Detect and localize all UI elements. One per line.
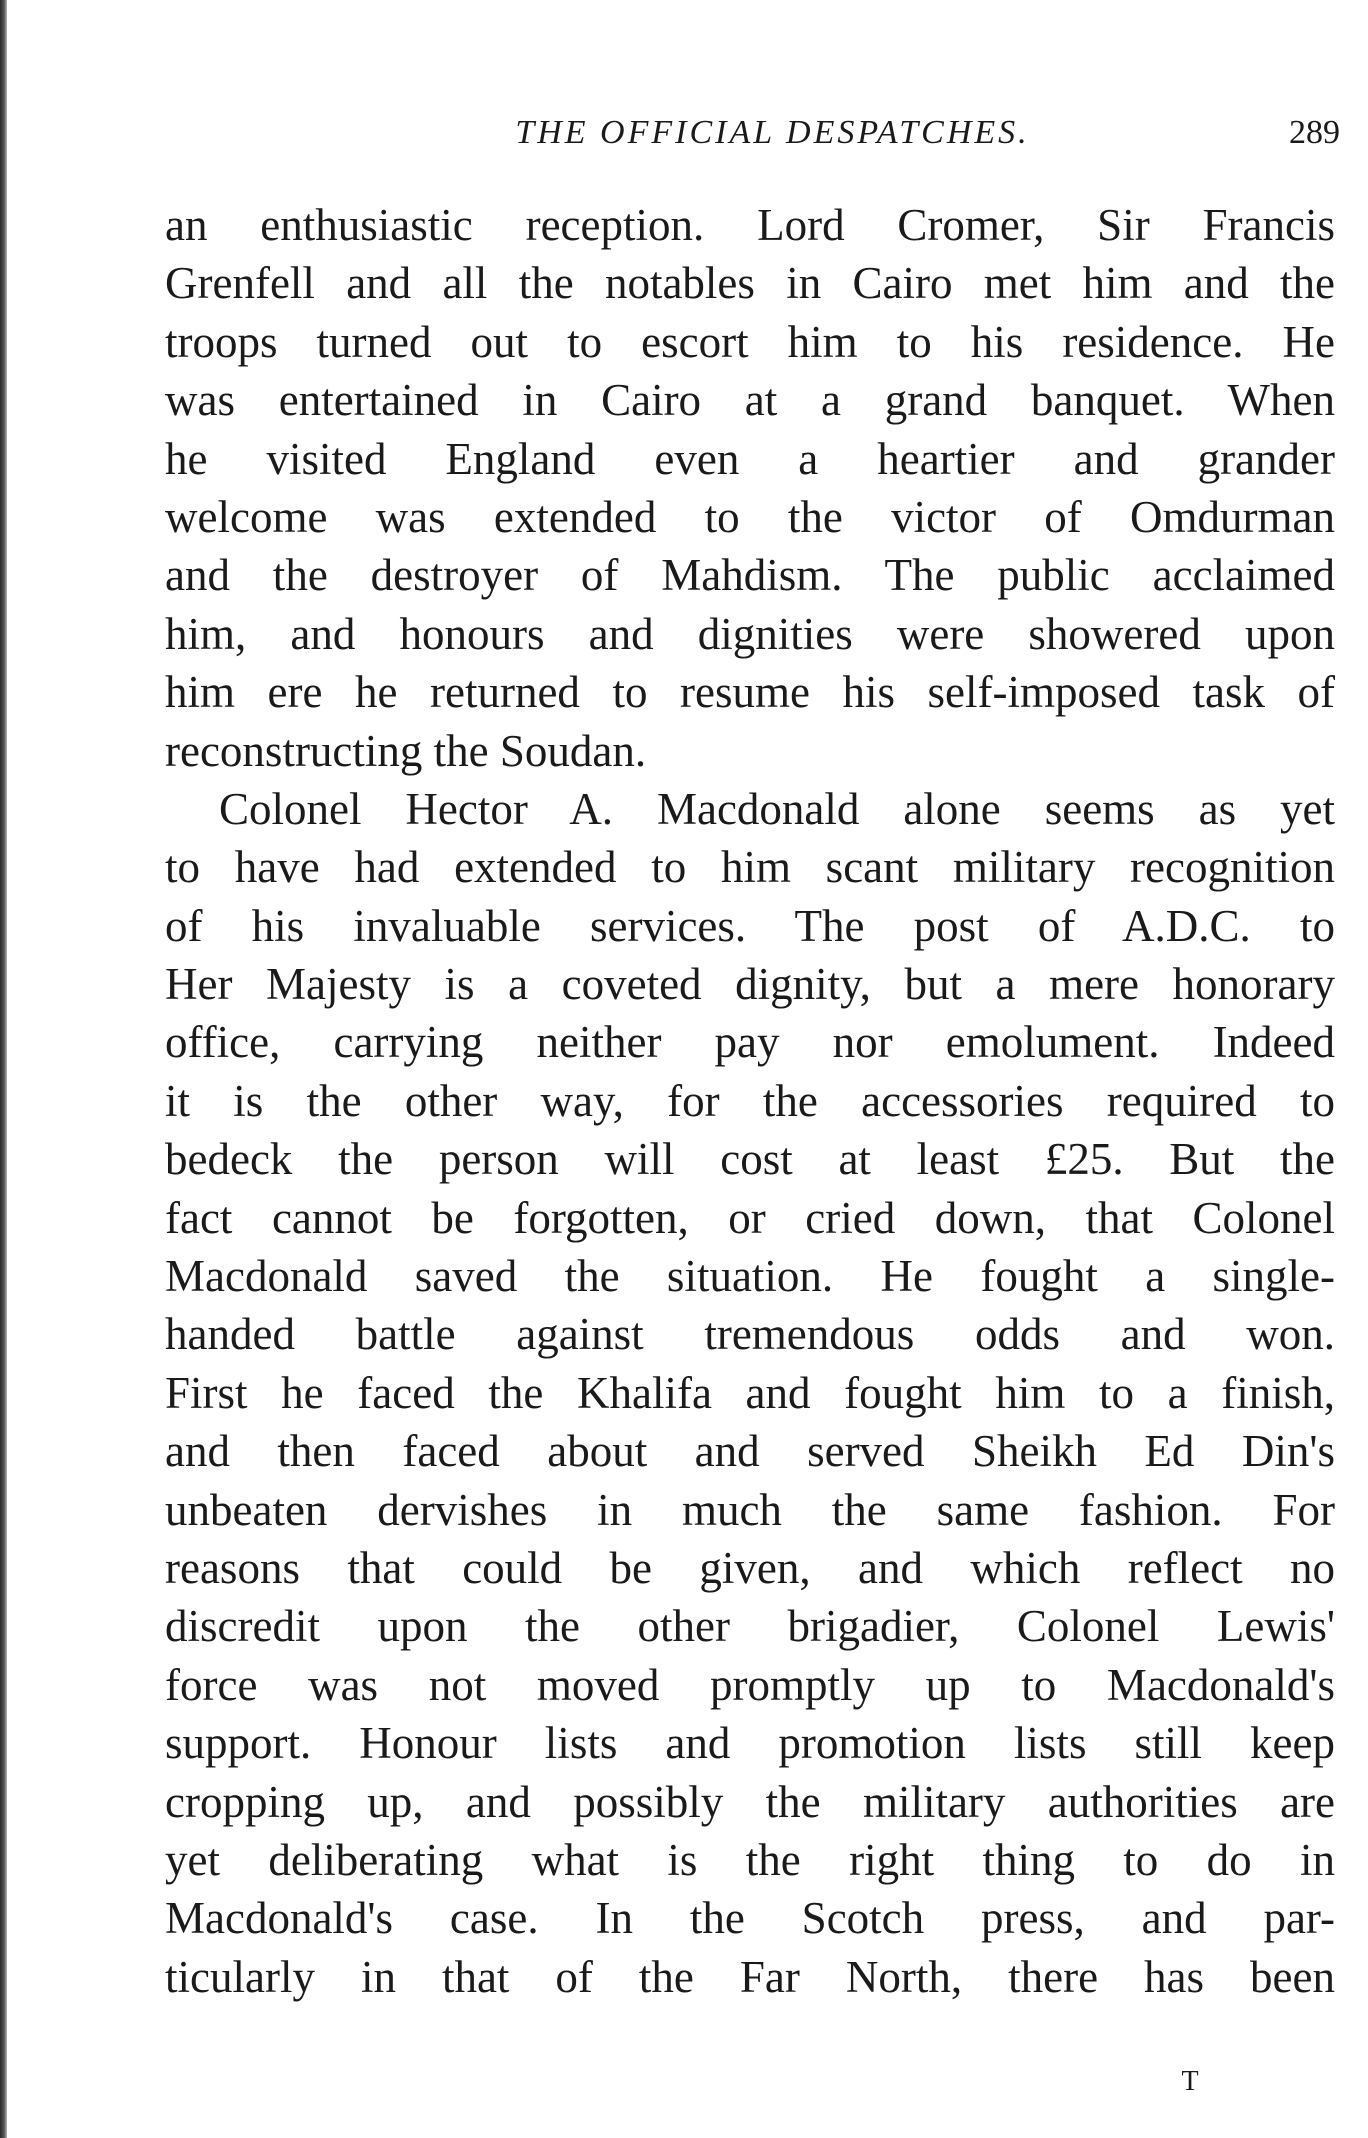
text-line: he visited England even a heartier and grander bbox=[165, 433, 1335, 484]
text-line: office, carrying neither pay nor emolument. Indeed bbox=[165, 1017, 1335, 1068]
text-line: Macdonald saved the situation. He fought a single- bbox=[165, 1251, 1335, 1302]
body-text bbox=[165, 196, 1335, 2006]
text-line: and then faced about and served Sheikh Ed Din's bbox=[165, 1426, 1335, 1477]
text-line: fact cannot be forgotten, or cried down, that Colonel bbox=[165, 1192, 1335, 1243]
text-line: an enthusiastic reception. Lord Cromer, Sir Francis bbox=[165, 200, 1335, 250]
running-title: THE OFFICIAL DESPATCHES. bbox=[515, 114, 1030, 151]
text-line: Macdonald's case. In the Scotch press, and par- bbox=[165, 1893, 1335, 1944]
text-line: support. Honour lists and promotion lists still keep bbox=[165, 1718, 1335, 1769]
text-line: to have had extended to him scant military recognition bbox=[165, 842, 1335, 893]
text-line: cropping up, and possibly the military authorities are bbox=[165, 1776, 1335, 1827]
text-line: ticularly in that of the Far North, there has been bbox=[165, 1951, 1335, 2002]
running-head bbox=[165, 108, 1340, 158]
text-line: was entertained in Cairo at a grand banquet. When bbox=[165, 375, 1335, 426]
text-line: and the destroyer of Mahdism. The public acclaimed bbox=[165, 550, 1335, 601]
text-line: Grenfell and all the notables in Cairo met him and the bbox=[165, 258, 1335, 309]
text-line: reasons that could be given, and which reflect no bbox=[165, 1542, 1335, 1593]
text-line: yet deliberating what is the right thing to do in bbox=[165, 1834, 1335, 1885]
text-line: troops turned out to escort him to his residence. He bbox=[165, 316, 1335, 367]
page-number: 289 bbox=[1289, 114, 1340, 151]
text-line: him ere he returned to resume his self-imposed task of bbox=[165, 667, 1335, 718]
paragraph-end-line: reconstructing the Soudan. bbox=[165, 725, 647, 776]
text-line: bedeck the person will cost at least £25. But the bbox=[165, 1134, 1335, 1185]
signature-mark: T bbox=[1181, 2066, 1199, 2097]
text-line: handed battle against tremendous odds and won. bbox=[165, 1309, 1335, 1360]
text-line: him, and honours and dignities were showered upon bbox=[165, 608, 1335, 659]
text-line: it is the other way, for the accessories required to bbox=[165, 1075, 1335, 1126]
page-binding-edge bbox=[0, 0, 7, 2138]
text-line: discredit upon the other brigadier, Colonel Lewis' bbox=[165, 1601, 1335, 1652]
paragraph-start-line: Colonel Hector A. Macdonald alone seems as yet bbox=[219, 783, 1335, 834]
text-line: Her Majesty is a coveted dignity, but a mere honorary bbox=[165, 959, 1335, 1010]
text-line: welcome was extended to the victor of Omdurman bbox=[165, 491, 1335, 542]
text-line: First he faced the Khalifa and fought him to a finish, bbox=[165, 1367, 1335, 1418]
text-line: of his invaluable services. The post of A.D.C. to bbox=[165, 900, 1335, 951]
text-line: force was not moved promptly up to Macdonald's bbox=[165, 1659, 1335, 1710]
text-line: unbeaten dervishes in much the same fashion. For bbox=[165, 1484, 1335, 1535]
